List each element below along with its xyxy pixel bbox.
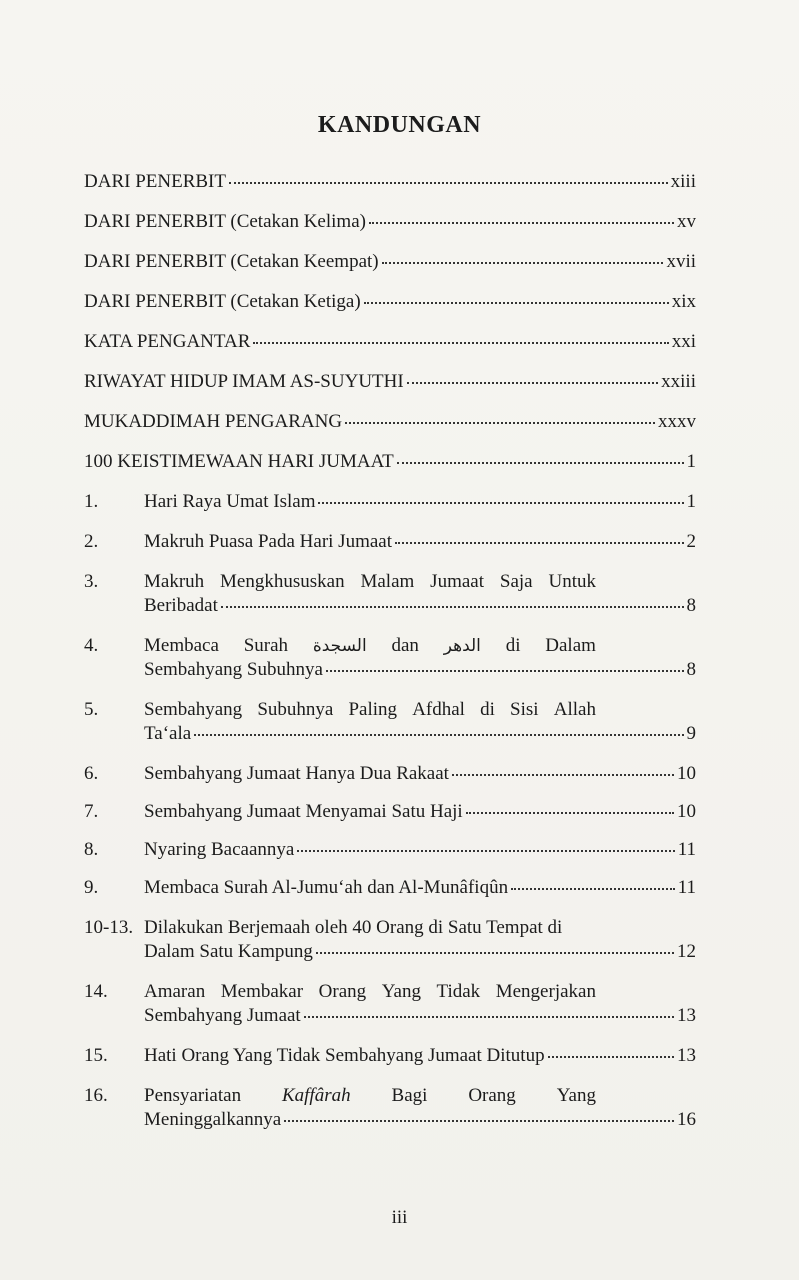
item-word: Sembahyang: [144, 699, 243, 720]
toc-page-number: xxiii: [661, 371, 696, 392]
item-title-continued: Ta‘ala: [144, 723, 192, 744]
item-number: 15.: [84, 1045, 108, 1066]
item-word: Yang: [381, 981, 421, 1002]
toc-page-number: 12: [677, 941, 696, 962]
item-title: Sembahyang Jumaat Hanya Dua Rakaat: [144, 763, 449, 784]
toc-entry-title: KATA PENGANTAR: [84, 331, 251, 352]
item-title: Dilakukan Berjemaah oleh 40 Orang di Satu Tempat di: [144, 917, 563, 938]
item-word: Membakar: [220, 981, 304, 1002]
item-word: Tidak: [436, 981, 481, 1002]
item-word: Membaca: [144, 635, 219, 656]
toc-item-8: [84, 838, 696, 862]
page-number-footer: iii: [391, 1207, 408, 1228]
dot-leader: [407, 381, 658, 384]
item-word: Saja: [499, 571, 533, 592]
item-number: 10-13.: [84, 917, 134, 938]
item-word: Orang: [318, 981, 367, 1002]
item-title-continued: Sembahyang Subuhnya: [144, 659, 323, 680]
item-word: Malam: [360, 571, 415, 592]
toc-page-number: xvii: [666, 251, 696, 272]
toc-item-15: [84, 1044, 696, 1068]
toc-entry-dari-penerbit: [84, 170, 696, 194]
toc-page-number: 11: [677, 877, 696, 898]
page-title: KANDUNGAN: [317, 112, 482, 138]
dot-leader: [369, 221, 674, 224]
dot-leader: [382, 261, 664, 264]
toc-page-number: 1: [686, 451, 696, 472]
toc-page-number: 1: [686, 491, 696, 512]
toc-entry-title: DARI PENERBIT (Cetakan Keempat): [84, 251, 379, 272]
toc-page-number: xxxv: [658, 411, 696, 432]
toc-item-2: [84, 530, 696, 554]
dot-leader: [326, 669, 684, 672]
item-word: di: [480, 699, 495, 720]
toc-page-number: 2: [686, 531, 696, 552]
item-number: 5.: [84, 699, 99, 720]
dot-leader: [221, 605, 684, 608]
toc-entry-100-keistimewaan: [84, 450, 696, 474]
toc-entry-title: 100 KEISTIMEWAAN HARI JUMAAT: [84, 451, 394, 472]
item-number: 3.: [84, 571, 99, 592]
item-word: Paling: [348, 699, 398, 720]
table-of-contents: [84, 170, 696, 1132]
item-title: Makruh Puasa Pada Hari Jumaat: [144, 531, 392, 552]
arabic-surah-dahr: الدهر: [443, 636, 481, 656]
toc-page-number: xv: [677, 211, 696, 232]
item-title-continued: Sembahyang Jumaat: [144, 1005, 301, 1026]
item-word: Makruh: [144, 571, 205, 592]
toc-page-number: 8: [686, 659, 696, 680]
item-title: Membaca Surah Al-Jumu‘ah dan Al-Munâfiqûn: [144, 877, 509, 898]
dot-leader: [284, 1119, 674, 1122]
item-title: Sembahyang Jumaat Menyamai Satu Haji: [144, 801, 463, 822]
toc-page-number: xiii: [670, 171, 696, 192]
toc-page-number: xix: [671, 291, 696, 312]
dot-leader: [466, 811, 674, 814]
toc-entry-title: RIWAYAT HIDUP IMAM AS-SUYUTHI: [84, 371, 404, 392]
item-word: Pensyariatan: [144, 1085, 242, 1106]
dot-leader: [316, 951, 674, 954]
toc-entry-cetakan-keempat: [84, 250, 696, 274]
dot-leader: [511, 887, 675, 890]
item-word: Sisi: [510, 699, 539, 720]
toc-page-number: 16: [677, 1109, 696, 1130]
item-number: 9.: [84, 877, 99, 898]
item-word: dan: [391, 635, 419, 656]
toc-page-number: 10: [677, 763, 696, 784]
item-word: Dalam: [545, 635, 596, 656]
toc-page-number: 9: [686, 723, 696, 744]
toc-item-5: [84, 698, 696, 746]
dot-leader: [253, 341, 668, 344]
item-number: 4.: [84, 635, 99, 656]
toc-item-16: [84, 1084, 696, 1132]
toc-entry-title: DARI PENERBIT (Cetakan Ketiga): [84, 291, 361, 312]
item-word: di: [505, 635, 521, 656]
item-number: 7.: [84, 801, 99, 822]
toc-item-3: [84, 570, 696, 618]
dot-leader: [318, 501, 683, 504]
item-title: Nyaring Bacaannya: [144, 839, 295, 860]
item-word: Subuhnya: [257, 699, 334, 720]
item-word: Bagi: [391, 1085, 428, 1106]
item-word: Mengkhususkan: [220, 571, 345, 592]
toc-page-number: xxi: [671, 331, 696, 352]
arabic-surah-sajdah: السجدة: [312, 636, 367, 656]
dot-leader: [229, 181, 668, 184]
item-word: Surah: [243, 635, 289, 656]
toc-item-1: [84, 490, 696, 514]
toc-item-7: [84, 800, 696, 824]
toc-item-6: [84, 762, 696, 786]
toc-entry-title: MUKADDIMAH PENGARANG: [84, 411, 343, 432]
item-word: Yang: [556, 1085, 596, 1106]
item-number: 2.: [84, 531, 99, 552]
item-title-continued: Beribadat: [144, 595, 218, 616]
toc-entry-riwayat-hidup: [84, 370, 696, 394]
item-word: Allah: [553, 699, 596, 720]
toc-page-number: 8: [686, 595, 696, 616]
toc-page-number: 13: [677, 1045, 696, 1066]
item-word: Jumaat: [430, 571, 484, 592]
dot-leader: [297, 849, 674, 852]
item-title-continued: Meninggalkannya: [144, 1109, 282, 1130]
toc-entry-cetakan-kelima: [84, 210, 696, 234]
dot-leader: [364, 301, 669, 304]
toc-entry-title: DARI PENERBIT: [84, 171, 226, 192]
item-word: Amaran: [144, 981, 206, 1002]
toc-page-number: 10: [677, 801, 696, 822]
toc-entry-kata-pengantar: [84, 330, 696, 354]
toc-item-4: [84, 634, 696, 682]
toc-entry-title: DARI PENERBIT (Cetakan Kelima): [84, 211, 366, 232]
item-number: 8.: [84, 839, 99, 860]
item-number: 1.: [84, 491, 99, 512]
dot-leader: [194, 733, 683, 736]
item-word: Orang: [468, 1085, 516, 1106]
dot-leader: [304, 1015, 674, 1018]
dot-leader: [395, 541, 684, 544]
toc-page-number: 13: [677, 1005, 696, 1026]
item-number: 6.: [84, 763, 99, 784]
dot-leader: [345, 421, 655, 424]
item-word: Afdhal: [412, 699, 465, 720]
item-title: Hati Orang Yang Tidak Sembahyang Jumaat Ditutup: [144, 1045, 545, 1066]
toc-item-9: [84, 876, 696, 900]
toc-item-10-13: [84, 916, 696, 964]
item-word: Untuk: [548, 571, 596, 592]
item-number: 14.: [84, 981, 108, 1002]
item-title-continued: Dalam Satu Kampung: [144, 941, 313, 962]
toc-entry-cetakan-ketiga: [84, 290, 696, 314]
item-word: Kaffârah: [281, 1085, 351, 1106]
dot-leader: [548, 1055, 674, 1058]
toc-entry-mukaddimah: [84, 410, 696, 434]
dot-leader: [452, 773, 674, 776]
item-title: Hari Raya Umat Islam: [144, 491, 316, 512]
toc-page-number: 11: [677, 839, 696, 860]
item-word: Mengerjakan: [495, 981, 596, 1002]
item-number: 16.: [84, 1085, 108, 1106]
toc-item-14: [84, 980, 696, 1028]
dot-leader: [397, 461, 684, 464]
